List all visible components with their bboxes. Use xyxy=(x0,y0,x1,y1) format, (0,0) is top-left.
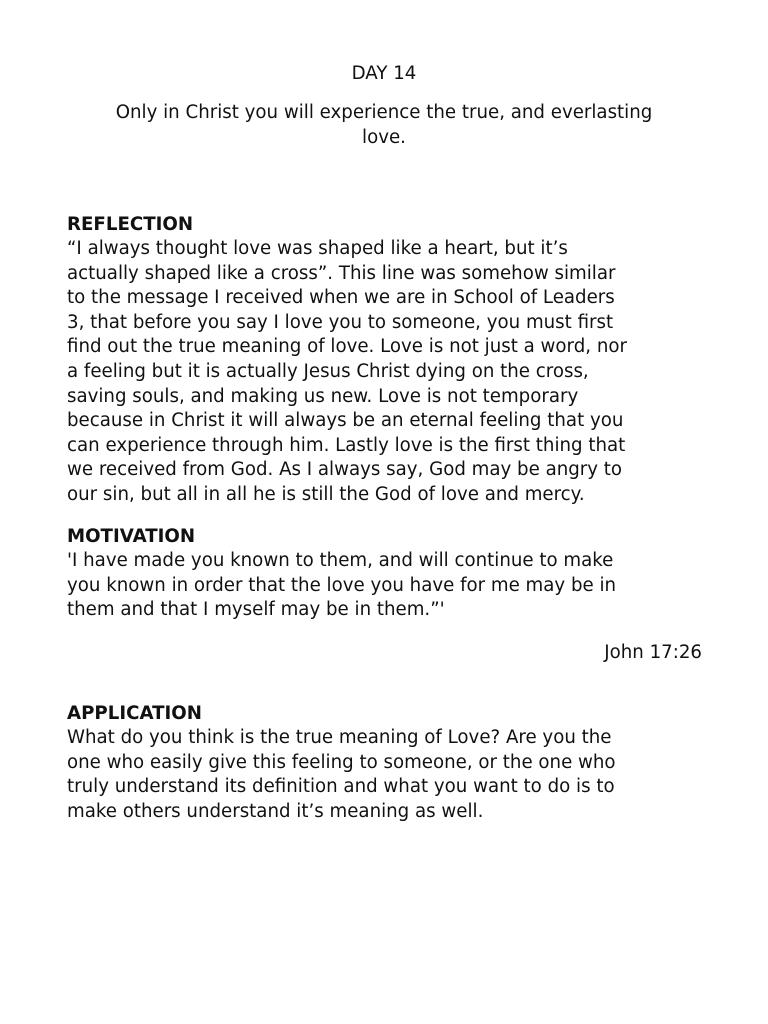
motivation-line: them and that I myself may be in them.”' xyxy=(67,599,445,621)
reflection-section xyxy=(67,212,707,508)
motivation-line: you known in order that the love you have for me may be in xyxy=(67,574,617,596)
reflection-line: a feeling but it is actually Jesus Christ dying on the cross, xyxy=(67,360,589,382)
motivation-line: 'I have made you known to them, and will continue to make xyxy=(67,550,614,571)
motivation-heading: MOTIVATION xyxy=(67,526,196,547)
application-line: make others understand it’s meaning as well. xyxy=(67,800,484,822)
subtitle-line: Only in Christ you will experience the true, and everlasting xyxy=(115,102,653,123)
application-line: truly understand its definition and what you want to do is to xyxy=(67,776,615,798)
reflection-line: saving souls, and making us new. Love is not temporary xyxy=(67,385,579,407)
scripture-citation: John 17:26 xyxy=(604,642,702,663)
subtitle xyxy=(80,100,688,150)
reflection-line: find out the true meaning of love. Love is not just a word, nor xyxy=(67,336,627,358)
reflection-line: we received from God. As I always say, God may be angry to xyxy=(67,459,623,481)
reflection-line: actually shaped like a cross”. This line was somehow similar xyxy=(67,262,616,284)
reflection-line: can experience through him. Lastly love is the first thing that xyxy=(67,434,626,456)
reflection-line: 3, that before you say I love you to someone, you must first xyxy=(67,311,614,333)
reflection-line: because in Christ it will always be an eternal feeling that you xyxy=(67,410,624,432)
reflection-line: “I always thought love was shaped like a heart, but it’s xyxy=(67,238,568,259)
day-title: DAY 14 xyxy=(351,63,417,84)
reflection-line: our sin, but all in all he is still the God of love and mercy. xyxy=(67,483,585,505)
application-line: What do you think is the true meaning of Love? Are you the xyxy=(67,727,612,748)
motivation-section xyxy=(67,524,707,623)
application-heading: APPLICATION xyxy=(67,703,202,724)
application-line: one who easily give this feeling to someone, or the one who xyxy=(67,751,616,773)
reflection-line: to the message I received when we are in School of Leaders xyxy=(67,287,615,309)
subtitle-line: love. xyxy=(362,127,406,148)
application-section xyxy=(67,701,707,824)
reflection-heading: REFLECTION xyxy=(67,214,194,235)
